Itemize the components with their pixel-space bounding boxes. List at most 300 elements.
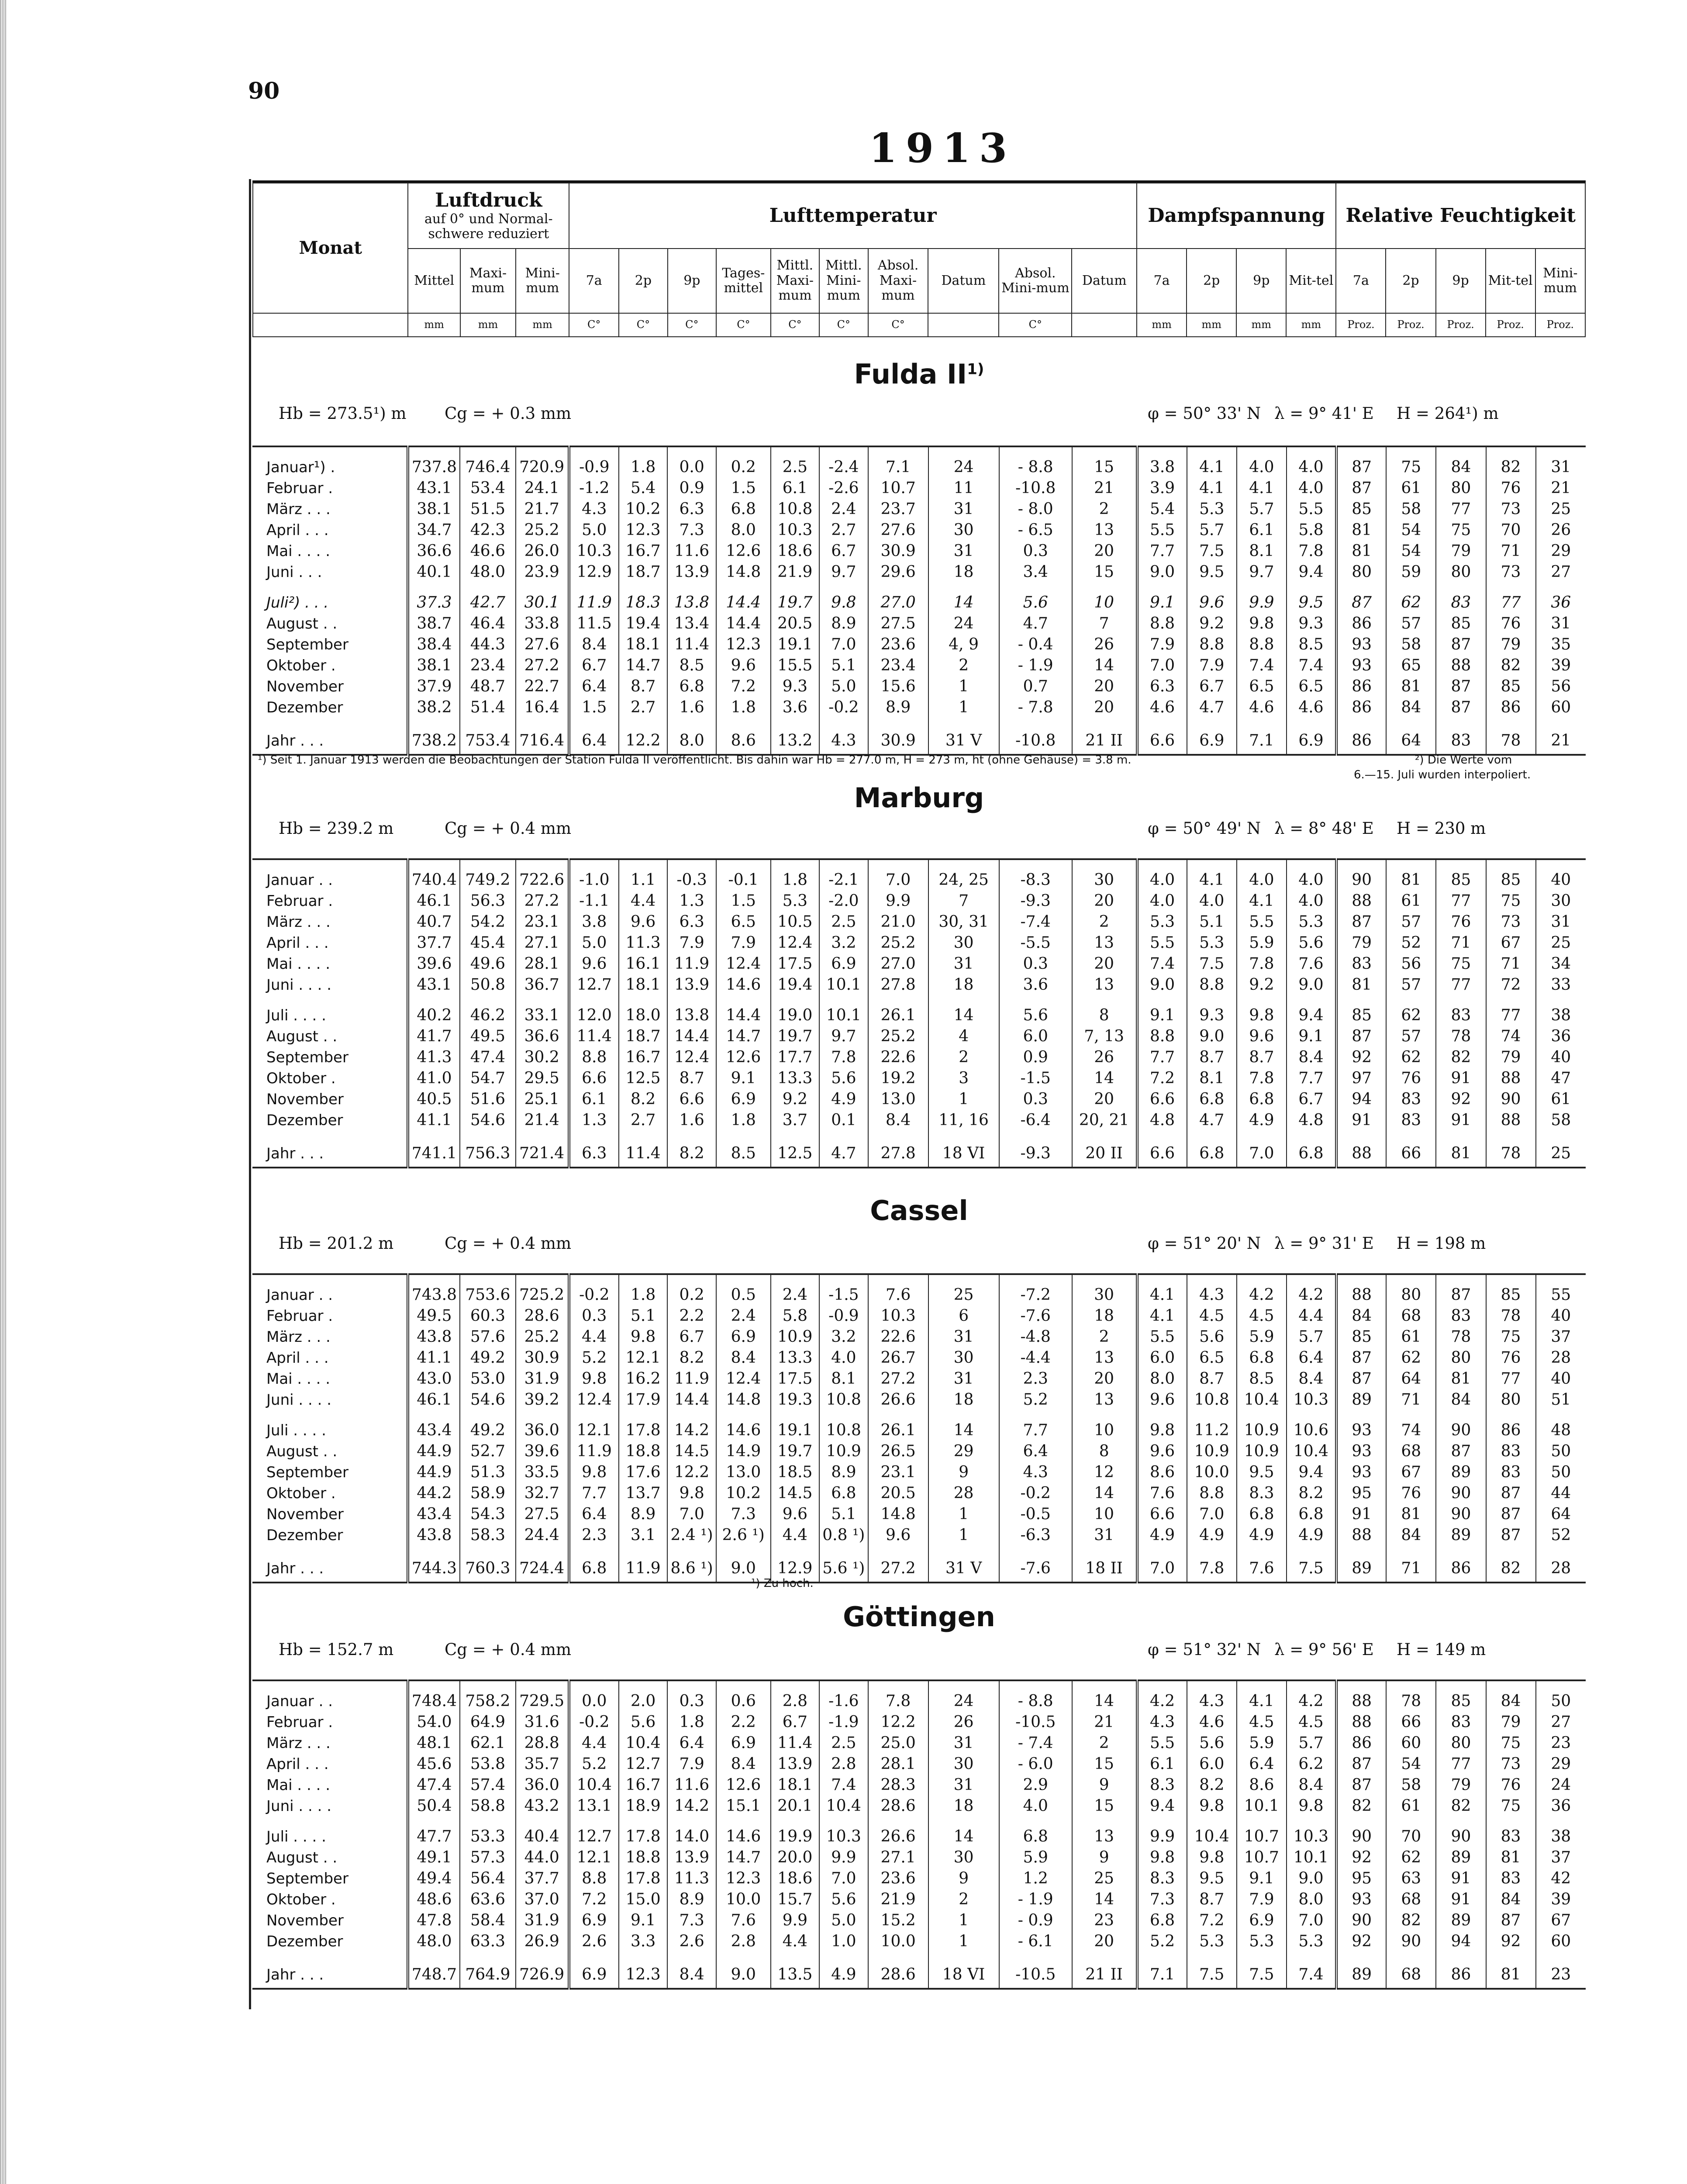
value-cell: 37.9 [408, 676, 460, 697]
value-cell: 13.3 [771, 1068, 820, 1089]
value-cell: 10.4 [1237, 1389, 1287, 1410]
station-title: Marburg [854, 782, 984, 814]
month-cell: November [266, 1912, 344, 1929]
value-cell: 2.4 ¹) [667, 1525, 716, 1546]
value-cell: 34 [1536, 954, 1586, 975]
value-cell: 87 [1486, 1910, 1536, 1931]
unit-cell-18: Proz. [1386, 313, 1435, 337]
value-cell: 13.9 [667, 562, 716, 583]
value-cell: 4.4 [771, 1931, 820, 1952]
column-header-0: Mittel [408, 249, 460, 313]
value-cell: 5.3 [1137, 912, 1187, 933]
value-cell: 81 [1336, 541, 1386, 562]
value-cell: 11.9 [569, 592, 619, 613]
footnote-3: 6.—15. Juli wurden interpoliert. [1354, 768, 1531, 781]
value-cell: -9.3 [999, 1140, 1072, 1168]
value-cell: 2 [1072, 499, 1137, 520]
footnote: ¹) Seit 1. Januar 1913 werden die Beobachtungen der Station Fulda II veröffentlicht. Bis dahin war Hb = 277.0 m, H = 273 m, ht (ohne Gehäuse) = 3.8 m. [258, 753, 1132, 767]
value-cell: 68 [1386, 1962, 1436, 1989]
value-cell: 30.2 [516, 1047, 569, 1068]
value-cell: 54.0 [408, 1712, 460, 1733]
value-cell: 4.8 [1287, 1110, 1336, 1131]
value-cell: 9.8 [1237, 613, 1287, 634]
month-cell: August . . [266, 1443, 338, 1460]
value-cell: 88 [1436, 655, 1486, 676]
value-cell: 31.9 [516, 1368, 569, 1389]
value-cell: 18.6 [771, 1868, 820, 1889]
value-cell: 75 [1486, 1327, 1536, 1348]
value-cell: 8.4 [716, 1348, 771, 1368]
value-cell: 89 [1436, 1847, 1486, 1868]
value-cell: 14 [928, 1420, 999, 1441]
value-cell: 39.6 [516, 1441, 569, 1462]
value-cell: 1.6 [667, 1110, 716, 1131]
value-cell: 4.9 [1237, 1110, 1287, 1131]
value-cell: 92 [1336, 1047, 1386, 1068]
month-cell: Juni . . . . [266, 1391, 332, 1409]
month-cell: November [266, 1506, 344, 1523]
value-cell: 7.7 [1137, 541, 1187, 562]
value-cell: 14.7 [716, 1847, 771, 1868]
value-cell: 4.5 [1237, 1712, 1287, 1733]
value-cell: 8.7 [1187, 1889, 1237, 1910]
value-cell: 15.1 [716, 1796, 771, 1817]
value-cell: 73 [1486, 1754, 1536, 1775]
value-cell: 18.8 [619, 1847, 668, 1868]
value-cell: 30 [1072, 1285, 1137, 1306]
value-cell: 12.7 [569, 1826, 619, 1847]
value-cell: 14.4 [667, 1026, 716, 1047]
value-cell: 58.3 [460, 1525, 515, 1546]
value-cell: 85 [1486, 870, 1536, 891]
value-cell: 6.4 [1237, 1754, 1287, 1775]
value-cell: 10.3 [1287, 1826, 1336, 1847]
value-cell: 86 [1486, 1420, 1536, 1441]
value-cell: 4.3 [999, 1462, 1072, 1483]
value-cell: 30 [1536, 891, 1586, 912]
value-cell: 38.2 [408, 697, 460, 718]
value-cell: 36 [1536, 592, 1586, 613]
value-cell: 9.6 [569, 954, 619, 975]
value-cell: 3.8 [1137, 457, 1187, 478]
value-cell: 6.8 [1237, 1504, 1287, 1525]
value-cell: 44.3 [460, 634, 515, 655]
value-cell: 6.9 [716, 1089, 771, 1110]
value-cell: 66 [1386, 1712, 1436, 1733]
value-cell: 50 [1536, 1441, 1586, 1462]
value-cell: 41.1 [408, 1110, 460, 1131]
value-cell: 91 [1336, 1504, 1386, 1525]
value-cell: 76 [1486, 613, 1536, 634]
value-cell: 6.4 [667, 1733, 716, 1754]
value-cell: 43.0 [408, 1368, 460, 1389]
monat-header: Monat [253, 183, 408, 313]
value-cell: 92 [1486, 1931, 1536, 1952]
value-cell: 15 [1072, 1754, 1137, 1775]
value-cell: 23.4 [868, 655, 928, 676]
table-row [252, 478, 1586, 499]
month-cell: Mai . . . . [266, 1776, 331, 1794]
unit-cell-13: mm [1137, 313, 1187, 337]
meta-phi: φ = 50° 33' N [1148, 404, 1261, 423]
value-cell: 27.5 [516, 1504, 569, 1525]
value-cell: 14.2 [667, 1420, 716, 1441]
value-cell: 84 [1436, 1389, 1486, 1410]
column-header-13: 7a [1137, 249, 1187, 313]
value-cell: 25.2 [516, 1327, 569, 1348]
unit-cell-14: mm [1187, 313, 1236, 337]
value-cell: 9.6 [868, 1525, 928, 1546]
value-cell: 8.8 [1187, 975, 1237, 995]
value-cell: 4, 9 [928, 634, 999, 655]
value-cell: 46.2 [460, 1005, 515, 1026]
value-cell: 9.6 [1187, 592, 1237, 613]
value-cell: 75 [1436, 520, 1486, 541]
value-cell: 2.8 [771, 1691, 820, 1712]
value-cell: 11.2 [1187, 1420, 1237, 1441]
value-cell: 83 [1436, 1306, 1486, 1327]
value-cell: 18 VI [928, 1140, 999, 1168]
value-cell: 43.8 [408, 1327, 460, 1348]
value-cell: 77 [1436, 1754, 1486, 1775]
column-header-14: 2p [1187, 249, 1236, 313]
value-cell: 26 [1536, 520, 1586, 541]
value-cell: 46.6 [460, 541, 515, 562]
value-cell: 29.6 [868, 562, 928, 583]
value-cell: 5.5 [1137, 1733, 1187, 1754]
value-cell: 10.1 [819, 975, 868, 995]
month-cell: April . . . [266, 1349, 329, 1367]
value-cell: 76 [1486, 1348, 1536, 1368]
value-cell: 21.4 [516, 1110, 569, 1131]
value-cell: 4.0 [1237, 457, 1287, 478]
value-cell: 20 [1072, 1931, 1137, 1952]
value-cell: 6.4 [569, 728, 619, 755]
value-cell: 7.6 [716, 1910, 771, 1931]
value-cell: 81 [1386, 1504, 1436, 1525]
month-cell: Jahr . . . [252, 728, 408, 755]
value-cell: 7.4 [1287, 655, 1336, 676]
value-cell: 18.6 [771, 541, 820, 562]
value-cell: 7.1 [1137, 1962, 1187, 1989]
value-cell: 6.0 [1137, 1348, 1187, 1368]
value-cell: 61 [1386, 1327, 1436, 1348]
value-cell: 26.9 [516, 1931, 569, 1952]
value-cell: -2.6 [819, 478, 868, 499]
value-cell: 9.0 [1287, 1868, 1336, 1889]
value-cell: 4.7 [1187, 697, 1237, 718]
value-cell: 77 [1436, 891, 1486, 912]
value-cell: 12.3 [619, 520, 668, 541]
value-cell: 43.8 [408, 1525, 460, 1546]
footnote: ¹) Zu hoch. [751, 1577, 814, 1590]
value-cell: 89 [1436, 1910, 1486, 1931]
column-header-5: 9p [668, 249, 716, 313]
value-cell: 2 [1072, 1327, 1137, 1348]
value-cell: 18.1 [619, 975, 668, 995]
value-cell: 48.0 [408, 1931, 460, 1952]
value-cell: 6.7 [819, 541, 868, 562]
value-cell: 23 [1072, 1910, 1137, 1931]
value-cell: 34.7 [408, 520, 460, 541]
value-cell: 38.4 [408, 634, 460, 655]
value-cell: 70 [1386, 1826, 1436, 1847]
value-cell: 80 [1386, 1285, 1436, 1306]
value-cell: 25 [1536, 1140, 1586, 1168]
value-cell: 9.8 [819, 592, 868, 613]
value-cell: 3.4 [999, 562, 1072, 583]
dampfspannung-header: Dampfspannung [1137, 183, 1336, 249]
value-cell: 39.6 [408, 954, 460, 975]
value-cell: 87 [1336, 1754, 1386, 1775]
value-cell: 46.1 [408, 891, 460, 912]
table-row [252, 1047, 1586, 1068]
table-row [252, 1026, 1586, 1047]
value-cell: 54.6 [460, 1110, 515, 1131]
lufttemperatur-header: Lufttemperatur [569, 183, 1137, 249]
value-cell: 4.0 [819, 1348, 868, 1368]
value-cell: 53.8 [460, 1754, 515, 1775]
value-cell: 4.9 [1187, 1525, 1237, 1546]
value-cell: -0.2 [569, 1712, 619, 1733]
value-cell: 12.2 [667, 1462, 716, 1483]
value-cell: 24.1 [516, 478, 569, 499]
value-cell: 64.9 [460, 1712, 515, 1733]
month-cell: Dezember [266, 1112, 343, 1129]
value-cell: 76 [1386, 1483, 1436, 1504]
value-cell: 49.2 [460, 1348, 515, 1368]
value-cell: 4.7 [1187, 1110, 1237, 1131]
unit-cell-10 [928, 313, 999, 337]
value-cell: 7.6 [1137, 1483, 1187, 1504]
value-cell: 83 [1486, 1441, 1536, 1462]
value-cell: 14 [1072, 1889, 1137, 1910]
value-cell: 11.5 [569, 613, 619, 634]
value-cell: -0.2 [569, 1285, 619, 1306]
column-header-20: Mit-tel [1486, 249, 1535, 313]
value-cell: 1 [928, 1504, 999, 1525]
value-cell: 12.4 [667, 1047, 716, 1068]
value-cell: 28.6 [868, 1796, 928, 1817]
value-cell: 9.3 [1287, 613, 1336, 634]
value-cell: 23 [1536, 1962, 1586, 1989]
value-cell: 86 [1336, 613, 1386, 634]
value-cell: 12.1 [569, 1420, 619, 1441]
value-cell: -0.5 [999, 1504, 1072, 1525]
meta-lambda: λ = 9° 31' E [1274, 1234, 1374, 1253]
value-cell: 10 [1072, 1420, 1137, 1441]
value-cell: 5.6 [819, 1068, 868, 1089]
value-cell: 31 [928, 954, 999, 975]
value-cell: 18 II [1072, 1555, 1137, 1583]
value-cell: 40.4 [516, 1826, 569, 1847]
value-cell: 5.1 [819, 1504, 868, 1525]
value-cell: 68 [1386, 1889, 1436, 1910]
value-cell: 8.5 [1287, 634, 1336, 655]
month-cell: Juni . . . . [266, 1797, 332, 1815]
meta-cg: Cg = + 0.4 mm [445, 1234, 572, 1253]
value-cell: 9.4 [1287, 562, 1336, 583]
value-cell: 9.8 [569, 1368, 619, 1389]
value-cell: 19.4 [771, 975, 820, 995]
value-cell: 6.1 [771, 478, 820, 499]
value-cell: 4.4 [1287, 1306, 1336, 1327]
value-cell: 82 [1336, 1796, 1386, 1817]
value-cell: 40 [1536, 1368, 1586, 1389]
value-cell: 14.5 [771, 1483, 820, 1504]
value-cell: 16.2 [619, 1368, 668, 1389]
value-cell: 9.8 [1287, 1796, 1336, 1817]
value-cell: 9.2 [771, 1089, 820, 1110]
value-cell: 49.1 [408, 1847, 460, 1868]
value-cell: 0.9 [999, 1047, 1072, 1068]
value-cell: 7.5 [1287, 1555, 1336, 1583]
table-row [252, 1348, 1586, 1368]
column-header-16: Mit-tel [1286, 249, 1336, 313]
value-cell: 74 [1386, 1420, 1436, 1441]
value-cell: 6.7 [771, 1712, 820, 1733]
value-cell: 80 [1436, 1348, 1486, 1368]
value-cell: 18.0 [619, 1005, 668, 1026]
value-cell: 26.1 [868, 1005, 928, 1026]
value-cell: 0.6 [716, 1691, 771, 1712]
value-cell: 6.8 [1237, 1089, 1287, 1110]
value-cell: 2.2 [716, 1712, 771, 1733]
value-cell: 27.1 [868, 1847, 928, 1868]
value-cell: 19.1 [771, 634, 820, 655]
value-cell: 5.3 [1287, 1931, 1336, 1952]
month-cell: September [266, 1464, 348, 1481]
table-row [252, 1847, 1586, 1868]
value-cell: 7.8 [1237, 1068, 1287, 1089]
value-cell: 5.0 [819, 1910, 868, 1931]
value-cell: 6.9 [819, 954, 868, 975]
value-cell: 753.4 [460, 728, 515, 755]
value-cell: 23.1 [516, 912, 569, 933]
value-cell: -1.0 [569, 870, 619, 891]
value-cell: 57 [1386, 975, 1436, 995]
value-cell: 5.5 [1137, 933, 1187, 954]
month-cell: Oktober . [266, 1485, 336, 1502]
value-cell: 21.7 [516, 499, 569, 520]
value-cell: 9.6 [1137, 1441, 1187, 1462]
station-meta [252, 404, 1586, 424]
value-cell: 53.3 [460, 1826, 515, 1847]
value-cell: -1.6 [819, 1691, 868, 1712]
value-cell: 17.9 [619, 1389, 668, 1410]
scan-edge [0, 0, 6, 2184]
station-title: Fulda II$^{1)}$ [854, 358, 984, 390]
value-cell: 744.3 [408, 1555, 460, 1583]
value-cell: 3.2 [819, 933, 868, 954]
value-cell: -8.3 [999, 870, 1072, 891]
value-cell: 83 [1386, 1110, 1436, 1131]
value-cell: 8 [1072, 1005, 1137, 1026]
value-cell: 27.0 [868, 592, 928, 613]
value-cell: 18.7 [619, 562, 668, 583]
unit-cell-11: C° [999, 313, 1072, 337]
footnote-2: ²) Die Werte vom [1415, 753, 1512, 767]
value-cell: 19.4 [619, 613, 668, 634]
value-cell: 59 [1386, 562, 1436, 583]
table-row [252, 1868, 1586, 1889]
value-cell: 80 [1436, 478, 1486, 499]
value-cell: 68 [1386, 1441, 1436, 1462]
value-cell: 9.8 [619, 1327, 668, 1348]
value-cell: 40.1 [408, 562, 460, 583]
value-cell: 7.4 [1237, 655, 1287, 676]
month-cell: März . . . [266, 1328, 331, 1346]
value-cell: 6.4 [569, 676, 619, 697]
value-cell: 51.5 [460, 499, 515, 520]
value-cell: 51.4 [460, 697, 515, 718]
value-cell: 10.9 [1187, 1441, 1237, 1462]
value-cell: 25 [928, 1285, 999, 1306]
value-cell: 4.0 [1287, 891, 1336, 912]
value-cell: 4.1 [1237, 1691, 1287, 1712]
value-cell: 62 [1386, 1847, 1436, 1868]
value-cell: 29.5 [516, 1068, 569, 1089]
value-cell: 7.0 [667, 1504, 716, 1525]
value-cell: 13 [1072, 1348, 1137, 1368]
value-cell: 11.9 [619, 1555, 668, 1583]
value-cell: 8.4 [1287, 1047, 1336, 1068]
value-cell: 43.4 [408, 1420, 460, 1441]
value-cell: 82 [1486, 1555, 1536, 1583]
value-cell: 0.0 [667, 457, 716, 478]
value-cell: 8.1 [1237, 541, 1287, 562]
value-cell: 18.8 [619, 1441, 668, 1462]
value-cell: 4.0 [1287, 457, 1336, 478]
value-cell: 76 [1386, 1068, 1436, 1089]
station-meta [252, 819, 1586, 839]
value-cell: 38 [1536, 1826, 1586, 1847]
value-cell: 726.9 [516, 1962, 569, 1989]
value-cell: 6.6 [1137, 1504, 1187, 1525]
value-cell: 7.5 [1187, 1962, 1237, 1989]
unit-cell-8: C° [819, 313, 868, 337]
value-cell: 5.5 [1237, 912, 1287, 933]
meta-cg: Cg = + 0.3 mm [445, 404, 572, 423]
value-cell: 12.4 [771, 933, 820, 954]
value-cell: 83 [1336, 954, 1386, 975]
value-cell: 737.8 [408, 457, 460, 478]
table-row [252, 1826, 1586, 1847]
month-cell: Dezember [266, 1527, 343, 1544]
value-cell: 19.1 [771, 1420, 820, 1441]
value-cell: 14.4 [667, 1389, 716, 1410]
value-cell: 39 [1536, 655, 1586, 676]
value-cell: 52 [1536, 1525, 1586, 1546]
value-cell: 8.8 [1187, 1483, 1237, 1504]
value-cell: 30.9 [868, 728, 928, 755]
value-cell: 20 [1072, 954, 1137, 975]
month-cell: Jahr . . . [252, 1962, 408, 1989]
value-cell: 31 [1536, 457, 1586, 478]
value-cell: 9.1 [1287, 1026, 1336, 1047]
value-cell: 75 [1436, 954, 1486, 975]
value-cell: 7.9 [667, 1754, 716, 1775]
value-cell: 8.0 [667, 728, 716, 755]
value-cell: 6.9 [1187, 728, 1237, 755]
value-cell: 55 [1536, 1285, 1586, 1306]
table-row [252, 520, 1586, 541]
value-cell: 48.1 [408, 1733, 460, 1754]
value-cell: 0.3 [999, 954, 1072, 975]
value-cell: 8.5 [667, 655, 716, 676]
value-cell: 0.3 [999, 541, 1072, 562]
value-cell: 78 [1436, 1026, 1486, 1047]
